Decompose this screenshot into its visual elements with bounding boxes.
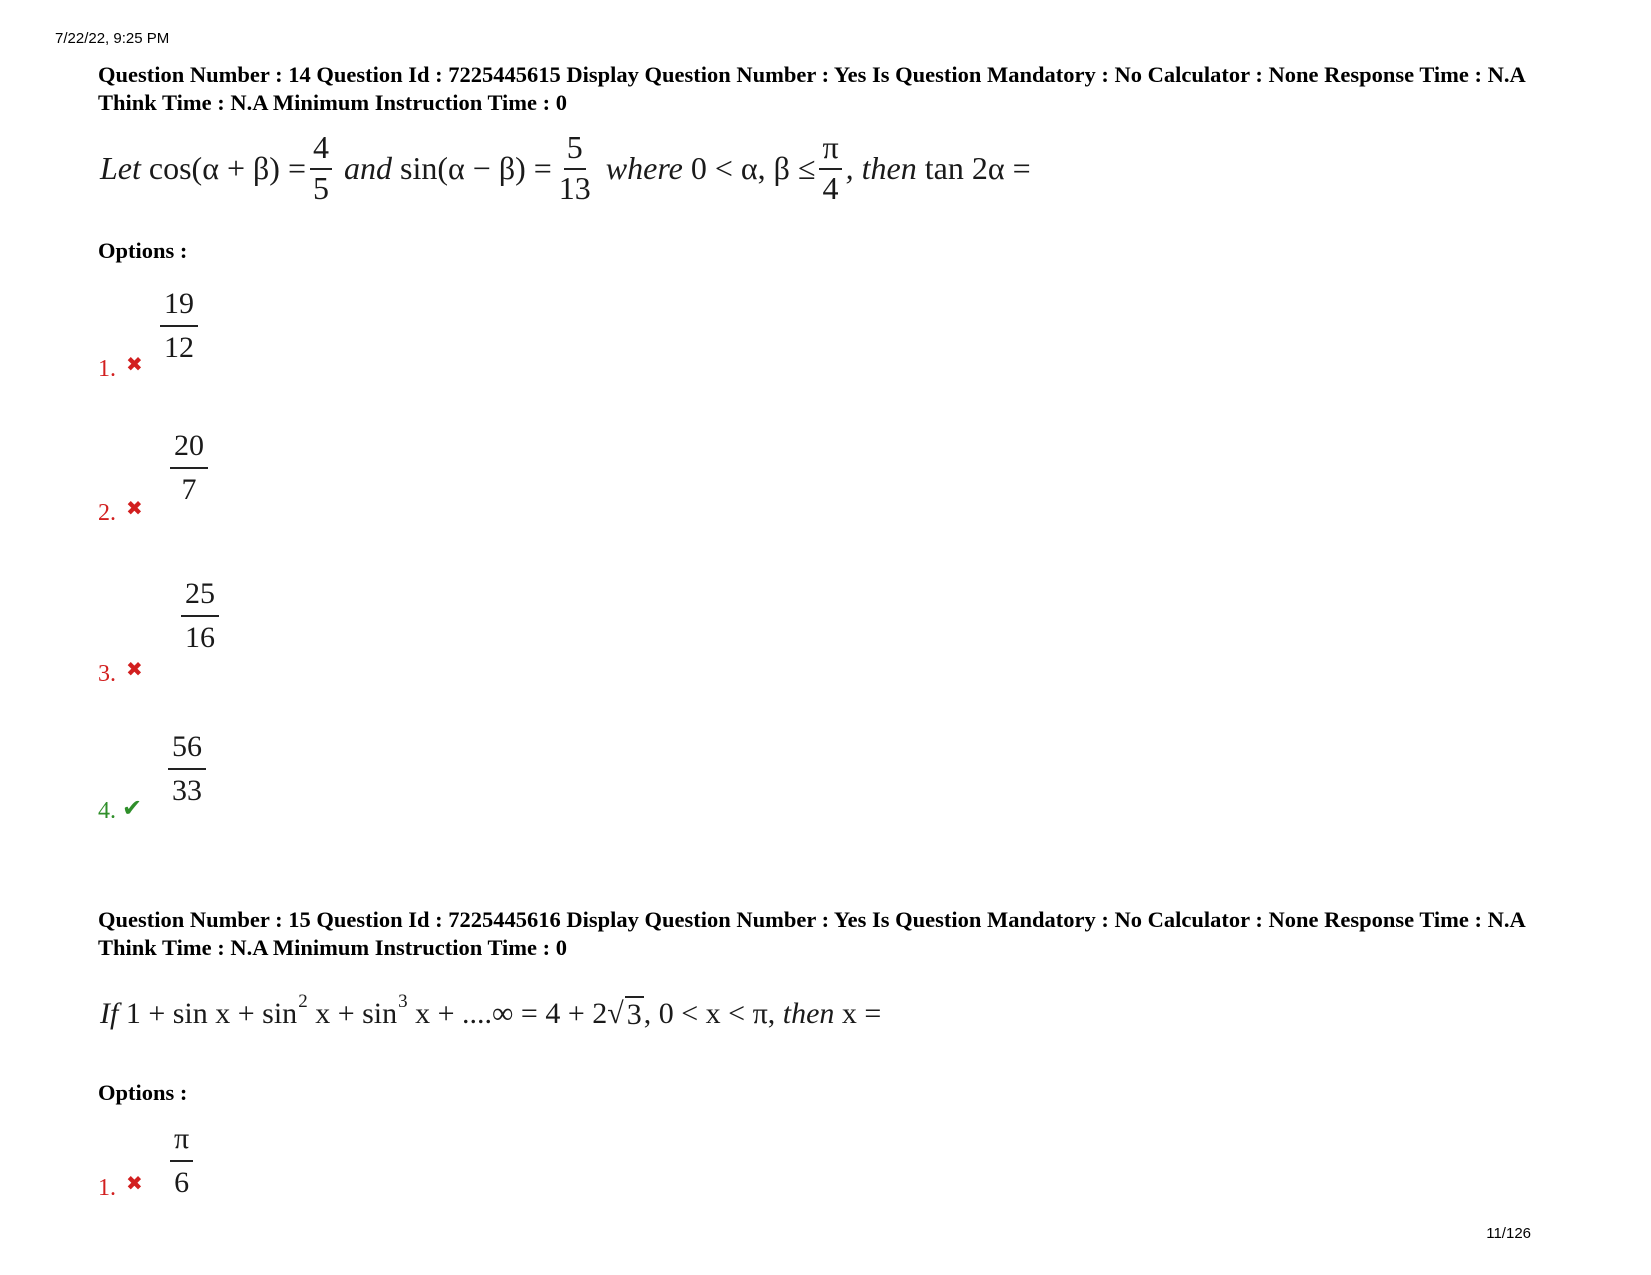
option-number: 2. [98, 500, 116, 526]
options-label: Options : [98, 1080, 188, 1105]
stmt-word: Let [100, 149, 141, 186]
option-number: 1. [98, 356, 116, 382]
question-14-meta: Question Number : 14 Question Id : 7225445615 Display Question Number : Yes Is Question Mandatory : No Calculator : None Response Time : N.A Think Time : N.A Minimum Instruction Time : 0 [98, 62, 1525, 115]
question-14-statement [100, 131, 1031, 205]
stmt-expr: tan 2α = [924, 149, 1031, 186]
denominator: 13 [558, 169, 591, 206]
stmt-expr: sin(α − β) = [400, 149, 552, 186]
denominator: 12 [164, 330, 194, 364]
numerator: 56 [168, 730, 206, 770]
page-number: 11/126 [1486, 1225, 1531, 1242]
denominator: 16 [185, 620, 215, 654]
fraction [556, 131, 594, 205]
denominator: 7 [181, 472, 197, 506]
stmt-expr: x = [841, 997, 882, 1030]
question-15-meta: Question Number : 15 Question Id : 7225445616 Display Question Number : Yes Is Question Mandatory : No Calculator : None Response Time : N.A Think Time : N.A Minimum Instruction Time : 0 [98, 907, 1525, 960]
numerator: π [819, 131, 841, 170]
numerator: π [170, 1122, 193, 1162]
exponent: 2 [298, 991, 308, 1012]
options-label: Options : [98, 238, 188, 263]
fraction [819, 131, 841, 205]
denominator: 33 [172, 773, 202, 807]
stmt-expr: x + sin [315, 997, 398, 1030]
numerator: 20 [170, 429, 208, 469]
option-1-fraction [160, 287, 198, 364]
exponent: 3 [398, 991, 408, 1012]
stmt-expr: x + ....∞ = 4 + 2 [415, 997, 608, 1030]
stmt-expr: 0 < α, β ≤ [690, 149, 816, 186]
option-3-fraction [181, 577, 219, 654]
option-1-fraction [170, 1122, 193, 1199]
wrong-icon: ✖ [126, 659, 143, 681]
stmt-word: then [782, 997, 835, 1030]
wrong-icon: ✖ [126, 354, 143, 376]
option-number: 3. [98, 661, 116, 687]
radicand: 3 [626, 998, 642, 1031]
option-number: 4. [98, 798, 116, 824]
numerator: 19 [160, 287, 198, 327]
fraction [310, 131, 332, 205]
print-timestamp: 7/22/22, 9:25 PM [55, 30, 170, 47]
wrong-icon: ✖ [126, 498, 143, 520]
stmt-expr: , 0 < x < π, [643, 997, 776, 1030]
stmt-word: where [605, 149, 683, 186]
denominator: 4 [822, 169, 839, 206]
stmt-word: , then [845, 149, 917, 186]
option-number: 1. [98, 1175, 116, 1201]
option-4-fraction [168, 730, 206, 807]
denominator: 6 [174, 1165, 190, 1199]
question-15-statement [100, 991, 882, 1032]
stmt-expr: 1 + sin x + sin [125, 997, 298, 1030]
denominator: 5 [313, 169, 329, 206]
numerator: 5 [564, 131, 586, 170]
option-2-fraction [170, 429, 208, 506]
radical-sign: √ [607, 997, 624, 1030]
wrong-icon: ✖ [126, 1173, 143, 1195]
stmt-word: and [344, 149, 392, 186]
stmt-word: If [100, 997, 119, 1030]
correct-icon: ✔ [122, 796, 143, 822]
stmt-expr: cos(α + β) = [148, 149, 306, 186]
numerator: 25 [181, 577, 219, 617]
numerator: 4 [310, 131, 332, 170]
